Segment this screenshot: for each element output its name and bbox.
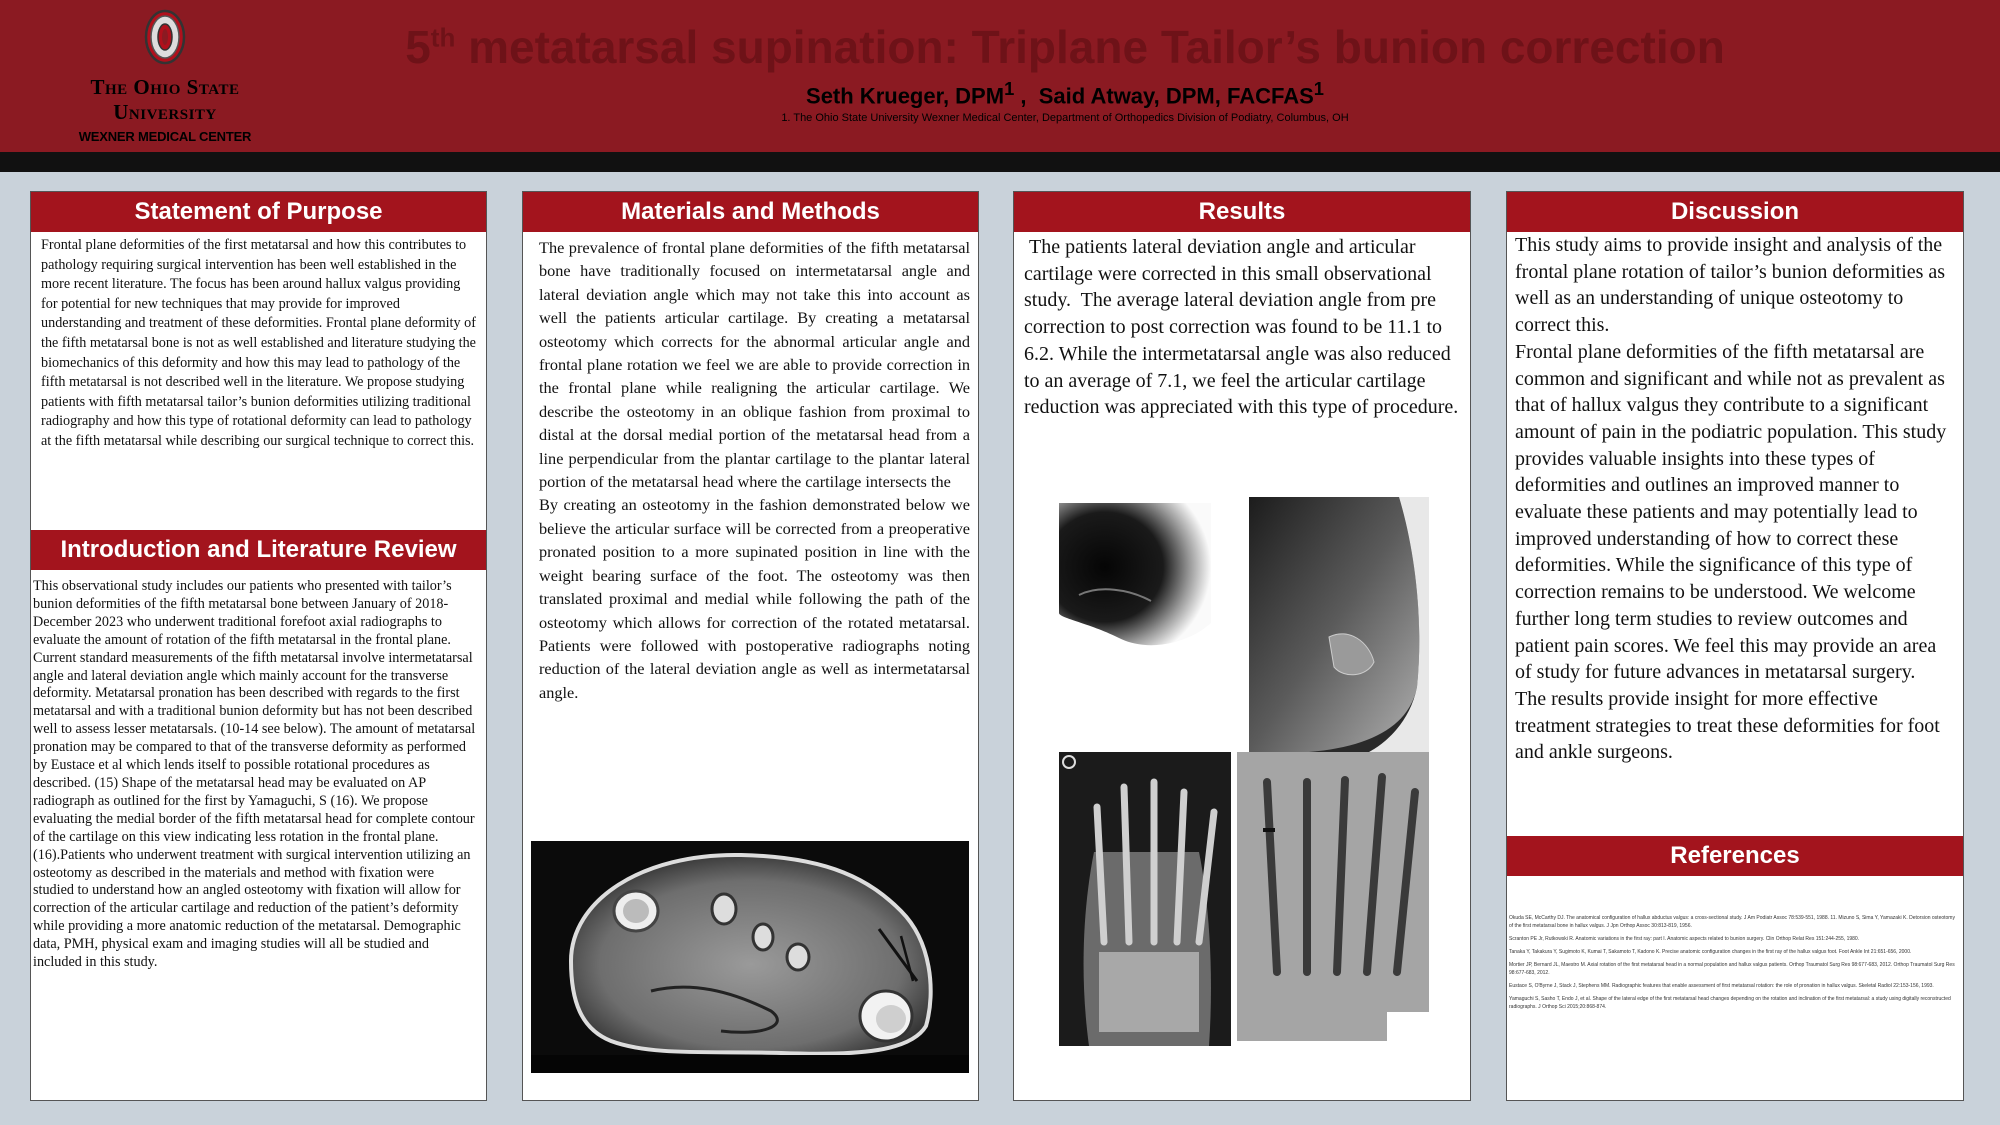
title-number: 5 — [405, 21, 431, 73]
intro-text: This observational study includes our patients who presented with tailor’s bunion deformities of the fifth metatarsal bone between January of 2018-December 2023 who underwent traditional forefoot axial radiographs to evaluate the amount of rotation of the fifth metatarsal in the frontal plane. Current standard measurements of the fifth metatarsal involve intermetatarsal angle and lateral deviation angle which mainly account for the transverse deformity. Metatarsal pronation has been described with regards to the first metatarsal and with a traditional bunion deformity but has not been described well to assess lesser metatarsals. (10-14 see below). The amount of metatarsal pronation may be compared to that of the transverse deformity as performed by Eustace et al which lends itself to possible rotational procedures as described. (15) Shape of the metatarsal head may be evaluated on AP radiograph as outlined for the first by Yamaguchi, S (16). We propose evaluating the medial border of the fifth metatarsal head for complete contour of the cartilage on this view indicating less rotation in the frontal plane. (16).Patients who underwent treatment with surgical intervention utilizing an osteotomy as described in the materials and method with fixation were studied to understand how an angled osteotomy with fixation will allow for correction of the articular cartilage and reduction of the patient’s deformity while providing a more anatomic reduction of the metatarsal. Demographic data, PMH, physical exam and imaging studies will all be studied and included in this study. — [33, 578, 476, 971]
methods-paragraph-1: The prevalence of frontal plane deformities of the fifth metatarsal bone have traditionally focused on intermetatarsal angle and lateral deviation angle which may not take this into account as well the patients articular cartilage. By creating a metatarsal osteotomy which corrects for the abnormal articular angle and frontal plane rotation we feel we are able to provide correction in the frontal plane while realigning the articular cartilage. We describe the osteotomy in an oblique fashion from proximal to distal at the dorsal medial portion of the metatarsal head from a line perpendicular from the plantar cartilage to the plantar lateral portion of the metatarsal head where the cartilage intersects the — [539, 238, 970, 492]
xray-axial-pre — [1059, 503, 1211, 731]
reference-item: Mortier JP, Bernard JL, Maestro M. Axial rotation of the first metatarsal head in a normal population and hallux valgus patients. Orthop Traumatol Surg Res 98:677-683, 2012. Orthop Traumatol Surg Res 98:677-683, 2012. — [1509, 962, 1955, 976]
author-separator: , — [1014, 83, 1039, 109]
reference-item: Scranton PE Jr, Rutkowski R. Anatomic variations in the first ray: part I. Anatomic aspects related to bunion surgery. Clin Orthop Relat Res 151:244-255, 1980. — [1509, 936, 1860, 942]
poster-title — [300, 20, 1830, 74]
discussion-paragraph-2: Frontal plane deformities of the fifth metatarsal are common and significant and while not as prevalent as that of hallux valgus they contribute to a significant amount of pain in the podiatric population. This study provides valuable insights into these types of deformities and outlines an improved manner to evaluate these patients and may potentially lead to improved understanding of how to correct these deformities. While the significance of this type of correction remains to be understood. We welcome further long term studies to review outcomes and patient pain scores. We feel this may provide an area of study for future advances in metatarsal surgery. — [1515, 340, 1947, 684]
methods-text — [523, 232, 978, 704]
reference-item: Eustace S, O'Byrne J, Stack J, Stephens MM. Radiographic features that enable assessment of first metatarsal rotation: the role of pronation in hallux valgus. Skeletal Radiol 22:153-156, 1993. — [1509, 983, 1934, 989]
xray-ap-pre — [1059, 752, 1231, 1046]
mri-foot-illustration — [531, 841, 969, 1073]
discussion-text — [1507, 232, 1963, 766]
discussion-paragraph-1: This study aims to provide insight and analysis of the frontal plane rotation of tailor’s bunion deformities as well as an understanding of unique osteotomy to correct this. — [1515, 234, 1946, 337]
logo-line-1: The Ohio State — [90, 75, 240, 99]
methods-heading: Materials and Methods — [523, 192, 978, 232]
author-1-affil: 1 — [1004, 78, 1015, 99]
poster-header — [0, 0, 2000, 152]
reference-item: Okuda SE, McCarthy DJ. The anatomical configuration of hallux abductus valgus: a cross-sectional study. J Am Podiatr Assoc 78:539-551, 1988. 11. Mizuno S, Sima Y, Yamazaki K. Detorsion osteotomy of the first metatarsal bone in hallux valgus. J Jpn Orthop Assoc 30:813-819, 1956. — [1509, 915, 1955, 929]
references-heading: References — [1507, 836, 1963, 876]
mri-image — [531, 841, 969, 1073]
xray-oblique-pre — [1249, 497, 1429, 752]
reference-item: Yamaguchi S, Sasho T, Endo J, et al. Shape of the lateral edge of the first metatarsal head changes depending on the rotation and inclination of the first metatarsal: a study using digitally reconstructed radiographs. J Orthop Sci 2015;20:868-874. — [1509, 996, 1951, 1010]
author-1: Seth Krueger, DPM — [806, 83, 1005, 109]
affiliation: 1. The Ohio State University Wexner Medical Center, Department of Orthopedics Division of Podiatry, Columbus, OH — [781, 112, 1349, 124]
purpose-heading: Statement of Purpose — [31, 192, 486, 232]
methods-paragraph-2: By creating an osteotomy in the fashion demonstrated below we believe the articular surface will be corrected from a preoperative pronated position to a more supinated position in line with the weight bearing surface of the foot. The osteotomy was then translated proximal and medial while following the path of the osteotomy which allows for correction of the rotated metatarsal. Patients were followed with postoperative radiographs noting reduction of the lateral deviation angle as well as intermetatarsal angle. — [539, 495, 970, 702]
column-discussion — [1506, 191, 1964, 1101]
column-results — [1013, 191, 1471, 1101]
results-heading: Results — [1014, 192, 1470, 232]
xray-ap-post — [1237, 752, 1429, 1041]
logo-line-2: University — [113, 100, 217, 124]
column-purpose-intro — [30, 191, 487, 1101]
discussion-heading: Discussion — [1507, 192, 1963, 232]
column-methods — [522, 191, 979, 1101]
title-superscript: th — [430, 22, 456, 53]
purpose-text: Frontal plane deformities of the first metatarsal and how this contributes to pathology requiring surgical intervention has been well established in the more recent literature. The focus has been around hallux valgus providing for potential for new techniques that may provide for improved understanding and treatment of these deformities. Frontal plane deformity of the fifth metatarsal bone is not as well established and literature studying the biomechanics of this deformity and how this may lead to pathology of the fifth metatarsal is not described well in the literature. We propose studying patients with fifth metatarsal tailor’s bunion deformities utilizing traditional radiography and how this type of rotational deformity can lead to pathology at the fifth metatarsal while describing our surgical technique to correct this. — [41, 237, 476, 449]
reference-item: Tanaka Y, Takakura Y, Sugimoto K, Kumai T, Sakamoto T, Kadono K. Precise anatomic configuration changes in the first ray of the hallux valgus foot. Foot Ankle Int 21:651-656, 2000. — [1509, 949, 1912, 955]
results-text: The patients lateral deviation angle and articular cartilage were corrected in this small observational study. The average lateral deviation angle from pre correction to post correction was found to be 11.1 to 6.2. While the intermetatarsal angle was also reduced to an average of 7.1, we feel the articular cartilage reduction was appreciated with this type of procedure. — [1024, 236, 1459, 419]
author-2-affil: 1 — [1313, 78, 1324, 99]
block-o-logo-icon — [143, 8, 187, 66]
intro-heading: Introduction and Literature Review — [31, 530, 486, 570]
university-logo — [60, 8, 270, 148]
discussion-paragraph-3: The results provide insight for more effective treatment strategies to treat these deformities for foot and ankle surgeons. — [1515, 687, 1940, 764]
authors-line — [300, 78, 1830, 109]
references-list — [1509, 914, 1959, 1016]
author-2: Said Atway, DPM, FACFAS — [1038, 83, 1314, 109]
logo-line-3: WEXNER MEDICAL CENTER — [78, 129, 252, 144]
title-text: metatarsal supination: Triplane Tailor’s bunion correction — [455, 21, 1725, 73]
header-divider — [0, 152, 2000, 172]
